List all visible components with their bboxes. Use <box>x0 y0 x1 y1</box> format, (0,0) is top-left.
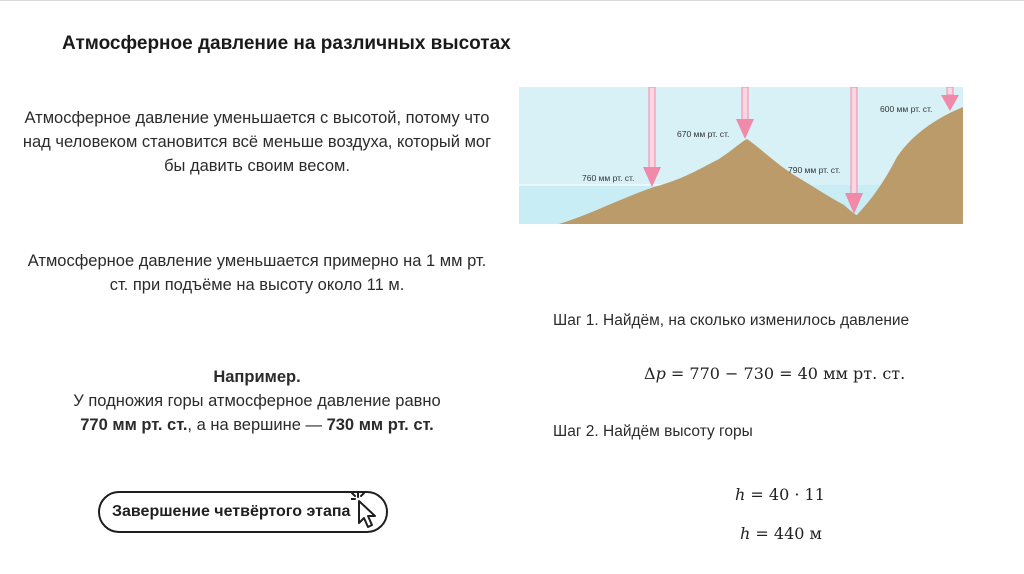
step-2-text: Шаг 2. Найдём высоту горы <box>553 423 753 440</box>
height-expression: = 40 · 11 <box>745 485 825 504</box>
height-result <box>740 524 822 543</box>
foot-pressure-value: 770 мм рт. ст. <box>80 416 188 434</box>
pressure-altitude-diagram <box>519 87 963 224</box>
label-760: 760 мм рт. ст. <box>582 173 635 183</box>
pressure-difference-formula <box>644 364 905 383</box>
example-line-start: У подножия горы атмосферное давление равно <box>73 392 441 410</box>
height-variable-result: h <box>740 524 751 543</box>
pointer-cursor-icon <box>351 489 385 534</box>
step-1-text: Шаг 1. Найдём, на сколько изменилось давление <box>553 312 910 329</box>
height-formula <box>735 485 825 504</box>
complete-stage-button[interactable] <box>98 491 388 533</box>
example-text <box>18 389 496 437</box>
slide-title: Атмосферное давление на различных высотах <box>62 33 511 54</box>
example-middle: , а на вершине — <box>187 416 327 434</box>
label-670: 670 мм рт. ст. <box>677 129 730 139</box>
mountain-illustration <box>519 87 963 224</box>
rate-paragraph <box>18 249 496 297</box>
pressure-calculation: = 770 − 730 = 40 мм рт. ст. <box>665 364 906 383</box>
height-variable: h <box>735 485 746 504</box>
label-600: 600 мм рт. ст. <box>880 104 933 114</box>
rate-text: Атмосферное давление уменьшается примерно на 1 мм рт. ст. при подъёме на высоту около 11 м. <box>27 252 487 294</box>
delta-symbol: Δ <box>644 364 656 383</box>
example-heading: Например. <box>213 368 301 386</box>
example-paragraph <box>18 365 496 437</box>
label-790: 790 мм рт. ст. <box>788 165 841 175</box>
top-pressure-value: 730 мм рт. ст. <box>326 416 434 434</box>
complete-stage-label: Завершение четвёртого этапа <box>112 503 351 520</box>
explanation-paragraph <box>18 106 496 178</box>
height-result-value: = 440 м <box>750 524 822 543</box>
top-divider <box>0 0 1024 1</box>
explanation-text: Атмосферное давление уменьшается с высотой, потому что над человеком становится всё меньше воздуха, который мог бы давить своим весом. <box>22 109 492 175</box>
pressure-variable: p <box>655 364 666 383</box>
